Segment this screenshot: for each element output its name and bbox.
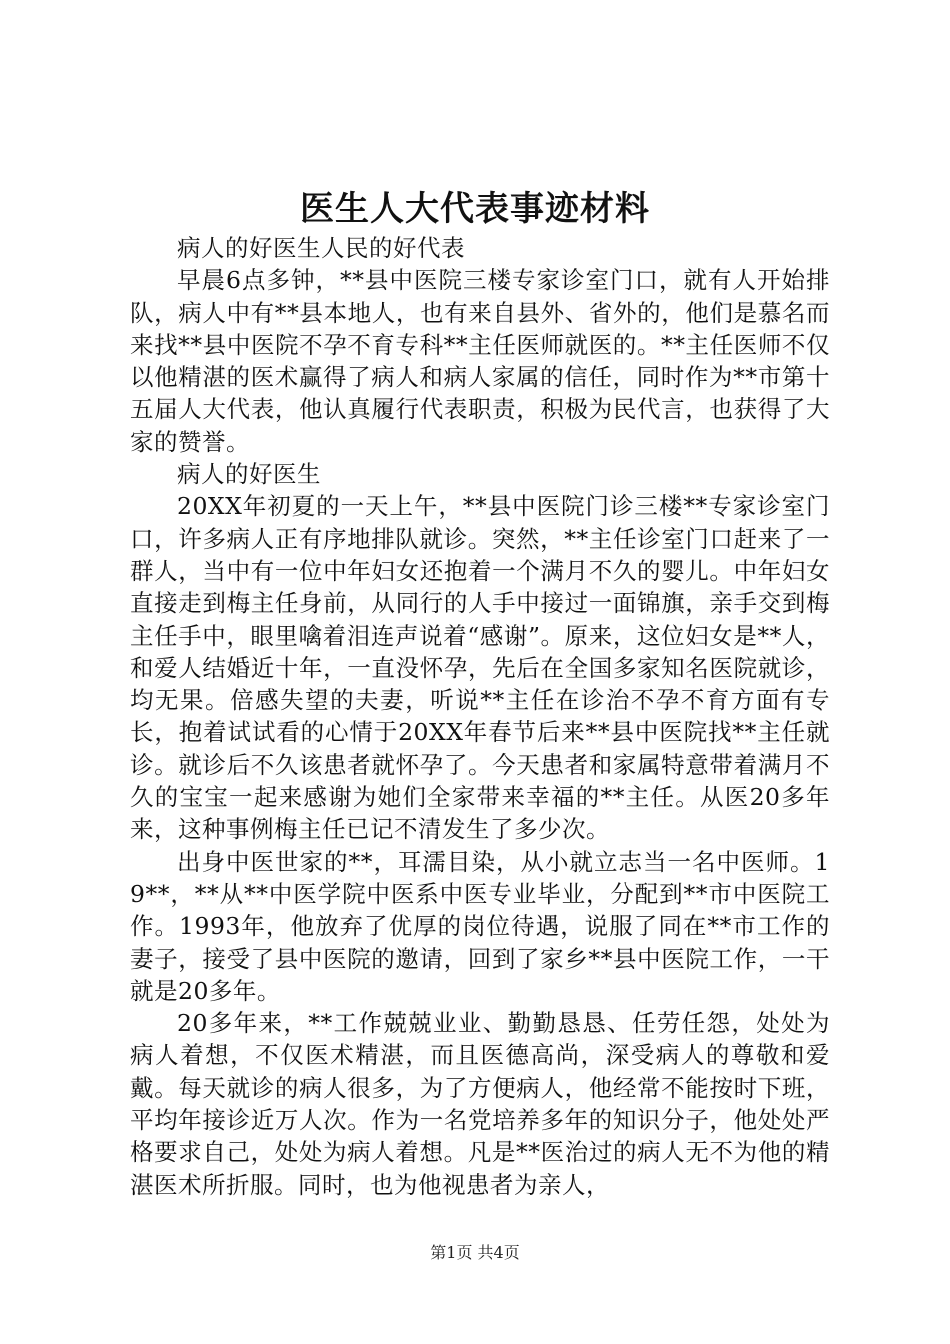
body-paragraph: 20XX年初夏的一天上午，**县中医院门诊三楼**专家诊室门口，许多病人正有序地排队就诊。突然，**主任诊室门口赶来了一群人，当中有一位中年妇女还抱着一个满月不久的婴儿。中年妇女直接走到梅主任身前，从同行的人手中接过一面锦旗，亲手交到梅主任手中，眼里噙着泪连声说着“感谢”。原来，这位妇女是**人，和爱人结婚近十年，一直没怀孕，先后在全国多家知名医院就诊，均无果。倍感失望的夫妻，听说**主任在诊治不孕不育方面有专长，抱着试试看的心情于20XX年春节后来**县中医院找**主任就诊。就诊后不久该患者就怀孕了。今天患者和家属特意带着满月不久的宝宝一起来感谢为她们全家带来幸福的**主任。从医20多年来，这种事例梅主任已记不清发生了多少次。 [130, 492, 830, 844]
body-paragraph: 早晨6点多钟，**县中医院三楼专家诊室门口，就有人开始排队，病人中有**县本地人，也有来自县外、省外的，他们是慕名而来找**县中医院不孕不育专科**主任医师就医的。**主任医师不仅以他精湛的医术赢得了病人和病人家属的信任，同时作为**市第十五届人大代表，他认真履行代表职责，积极为民代言，也获得了大家的赞誉。 [130, 266, 830, 456]
page-footer: 第1页 共4页 [430, 1243, 520, 1262]
document-body [130, 232, 830, 1201]
document-title: 医生人大代表事迹材料 [300, 189, 650, 229]
section-heading: 病人的好医生 [177, 460, 321, 489]
subtitle-paragraph: 病人的好医生人民的好代表 [177, 234, 465, 262]
body-paragraph: 20多年来，**工作兢兢业业、勤勤恳恳、任劳任怨，处处为病人着想，不仅医术精湛，而且医德高尚，深受病人的尊敬和爱戴。每天就诊的病人很多，为了方便病人，他经常不能按时下班，平均年接诊近万人次。作为一名党培养多年的知识分子，他处处严格要求自己，处处为病人着想。凡是**医治过的病人无不为他的精湛医术所折服。同时，也为他视患者为亲人， [130, 1009, 830, 1199]
body-paragraph: 出身中医世家的**，耳濡目染，从小就立志当一名中医师。19**，**从**中医学院中医系中医专业毕业，分配到**市中医院工作。1993年，他放弃了优厚的岗位待遇，说服了同在**市工作的妻子，接受了县中医院的邀请，回到了家乡**县中医院工作，一干就是20多年。 [130, 847, 830, 1005]
